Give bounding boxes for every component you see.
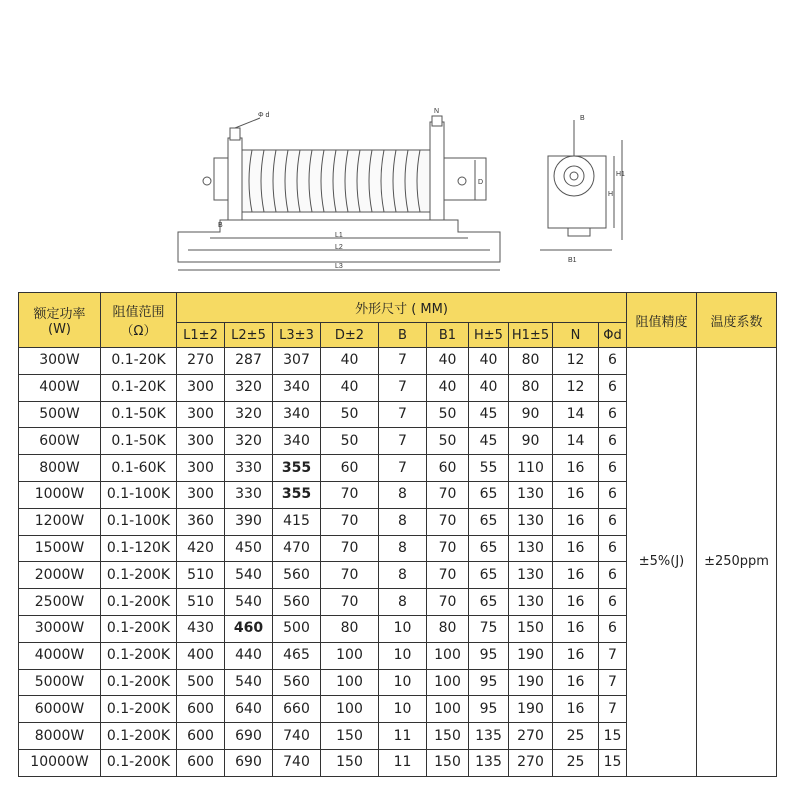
dimension-cell: 6 [599, 535, 627, 562]
range-cell: 0.1-200K [101, 642, 177, 669]
dimension-cell: 360 [177, 508, 225, 535]
power-cell: 6000W [19, 696, 101, 723]
dimension-cell: 7 [379, 428, 427, 455]
dimension-cell: 80 [427, 615, 469, 642]
dimension-cell: 130 [509, 508, 553, 535]
dimension-cell: 307 [273, 348, 321, 375]
dimension-cell: 355 [273, 455, 321, 482]
dimension-cell: 40 [427, 374, 469, 401]
dimension-cell: 90 [509, 401, 553, 428]
dimension-cell: 130 [509, 481, 553, 508]
dimension-cell: 70 [427, 589, 469, 616]
subheader-phi-d: Φd [599, 323, 627, 348]
power-cell: 800W [19, 455, 101, 482]
dimension-cell: 8 [379, 562, 427, 589]
dimension-cell: 65 [469, 535, 509, 562]
dimension-cell: 270 [509, 749, 553, 776]
range-cell: 0.1-200K [101, 589, 177, 616]
dimension-cell: 415 [273, 508, 321, 535]
dimension-cell: 10 [379, 615, 427, 642]
dimension-cell: 150 [509, 615, 553, 642]
dimension-cell: 6 [599, 401, 627, 428]
resistor-dimension-drawing [0, 0, 800, 290]
subheader-n: N [553, 323, 599, 348]
dimension-cell: 40 [321, 374, 379, 401]
dimension-cell: 16 [553, 696, 599, 723]
dimension-cell: 8 [379, 508, 427, 535]
dimension-cell: 65 [469, 481, 509, 508]
dimension-cell: 300 [177, 455, 225, 482]
subheader-h: H±5 [469, 323, 509, 348]
l3-label: L3 [335, 263, 343, 270]
table-row [19, 348, 777, 375]
dimension-cell: 10 [379, 669, 427, 696]
range-cell: 0.1-50K [101, 428, 177, 455]
power-cell: 1500W [19, 535, 101, 562]
dimension-cell: 70 [427, 562, 469, 589]
dimension-cell: 190 [509, 669, 553, 696]
dimension-cell: 400 [177, 642, 225, 669]
dimension-cell: 420 [177, 535, 225, 562]
dimension-cell: 150 [321, 749, 379, 776]
dimension-cell: 640 [225, 696, 273, 723]
dimension-cell: 40 [469, 374, 509, 401]
range-cell: 0.1-60K [101, 455, 177, 482]
dimension-cell: 540 [225, 589, 273, 616]
dimension-cell: 50 [321, 428, 379, 455]
range-cell: 0.1-100K [101, 508, 177, 535]
dimension-cell: 6 [599, 615, 627, 642]
dimension-cell: 300 [177, 428, 225, 455]
dimension-cell: 70 [321, 481, 379, 508]
dimension-cell: 6 [599, 508, 627, 535]
dimension-cell: 6 [599, 455, 627, 482]
dimension-cell: 10 [379, 696, 427, 723]
dimension-cell: 65 [469, 589, 509, 616]
power-cell: 3000W [19, 615, 101, 642]
dimension-cell: 70 [427, 535, 469, 562]
range-cell: 0.1-20K [101, 348, 177, 375]
dimension-cell: 540 [225, 562, 273, 589]
power-cell: 300W [19, 348, 101, 375]
dimension-cell: 150 [427, 749, 469, 776]
dimension-cell: 6 [599, 562, 627, 589]
dimension-cell: 7 [599, 642, 627, 669]
power-cell: 4000W [19, 642, 101, 669]
dimension-cell: 600 [177, 749, 225, 776]
dimension-cell: 135 [469, 749, 509, 776]
range-cell: 0.1-200K [101, 749, 177, 776]
power-cell: 400W [19, 374, 101, 401]
subheader-b1: B1 [427, 323, 469, 348]
dimension-cell: 90 [509, 428, 553, 455]
dimension-cell: 460 [225, 615, 273, 642]
tolerance-value: ±5%(J) [627, 348, 697, 777]
range-cell: 0.1-200K [101, 696, 177, 723]
dimension-cell: 7 [599, 669, 627, 696]
h1-label: H1 [616, 171, 625, 178]
dimension-cell: 190 [509, 642, 553, 669]
dimension-cell: 660 [273, 696, 321, 723]
power-cell: 2000W [19, 562, 101, 589]
dimension-cell: 7 [599, 696, 627, 723]
dimension-cell: 510 [177, 562, 225, 589]
dimension-cell: 11 [379, 749, 427, 776]
dimension-cell: 40 [469, 348, 509, 375]
dimension-cell: 14 [553, 401, 599, 428]
dimension-cell: 70 [321, 589, 379, 616]
dimension-cell: 8 [379, 535, 427, 562]
dimension-cell: 12 [553, 374, 599, 401]
dimension-cell: 510 [177, 589, 225, 616]
dimension-cell: 100 [427, 669, 469, 696]
dimension-cell: 95 [469, 669, 509, 696]
power-cell: 2500W [19, 589, 101, 616]
dimension-cell: 470 [273, 535, 321, 562]
dimension-cell: 450 [225, 535, 273, 562]
dimension-cell: 6 [599, 481, 627, 508]
dimension-cell: 560 [273, 562, 321, 589]
dimension-cell: 100 [427, 642, 469, 669]
dimension-cell: 7 [379, 374, 427, 401]
dimension-cell: 320 [225, 428, 273, 455]
dimension-cell: 430 [177, 615, 225, 642]
dimension-cell: 65 [469, 562, 509, 589]
dimension-cell: 16 [553, 455, 599, 482]
dimension-cell: 60 [427, 455, 469, 482]
b-label-end: B [580, 115, 585, 122]
dimension-cell: 16 [553, 589, 599, 616]
dimension-cell: 16 [553, 481, 599, 508]
subheader-l2: L2±5 [225, 323, 273, 348]
power-header: 额定功率 (W) [19, 293, 101, 348]
range-cell: 0.1-120K [101, 535, 177, 562]
phi-d-label: Φ d [258, 112, 270, 119]
dimension-cell: 60 [321, 455, 379, 482]
dimension-cell: 70 [321, 508, 379, 535]
power-cell: 5000W [19, 669, 101, 696]
dimension-cell: 11 [379, 723, 427, 750]
dimension-cell: 40 [321, 348, 379, 375]
dimension-cell: 300 [177, 401, 225, 428]
range-cell: 0.1-50K [101, 401, 177, 428]
dimension-cell: 130 [509, 589, 553, 616]
tempco-header: 温度系数 [697, 293, 777, 348]
dimension-cell: 12 [553, 348, 599, 375]
dimension-cell: 135 [469, 723, 509, 750]
n-label: N [434, 108, 440, 115]
range-cell: 0.1-100K [101, 481, 177, 508]
range-cell: 0.1-200K [101, 562, 177, 589]
dimension-cell: 340 [273, 374, 321, 401]
dimension-cell: 440 [225, 642, 273, 669]
dimension-cell: 70 [321, 562, 379, 589]
dimension-cell: 100 [321, 696, 379, 723]
dimension-cell: 70 [427, 481, 469, 508]
subheader-h1: H1±5 [509, 323, 553, 348]
dimension-cell: 330 [225, 481, 273, 508]
power-cell: 1000W [19, 481, 101, 508]
dimension-cell: 390 [225, 508, 273, 535]
power-cell: 600W [19, 428, 101, 455]
dimension-cell: 465 [273, 642, 321, 669]
dimension-cell: 110 [509, 455, 553, 482]
range-header: 阻值范围 （Ω） [101, 293, 177, 348]
dimension-cell: 560 [273, 589, 321, 616]
dimension-cell: 600 [177, 723, 225, 750]
dimension-cell: 15 [599, 723, 627, 750]
dimension-cell: 340 [273, 401, 321, 428]
dimension-cell: 16 [553, 615, 599, 642]
dimension-cell: 6 [599, 589, 627, 616]
dimension-cell: 340 [273, 428, 321, 455]
dimension-cell: 80 [321, 615, 379, 642]
dimension-cell: 540 [225, 669, 273, 696]
dimension-cell: 14 [553, 428, 599, 455]
dimension-cell: 65 [469, 508, 509, 535]
dimension-cell: 600 [177, 696, 225, 723]
dimension-cell: 287 [225, 348, 273, 375]
dimension-cell: 100 [427, 696, 469, 723]
dimension-cell: 320 [225, 374, 273, 401]
dimension-cell: 15 [599, 749, 627, 776]
dimension-cell: 6 [599, 374, 627, 401]
range-cell: 0.1-200K [101, 723, 177, 750]
dimension-cell: 50 [427, 401, 469, 428]
d-label: D [478, 179, 484, 186]
b1-label: B1 [568, 257, 577, 264]
l1-label: L1 [335, 232, 343, 239]
dimension-cell: 95 [469, 642, 509, 669]
dimension-cell: 130 [509, 562, 553, 589]
dimension-cell: 16 [553, 562, 599, 589]
dimension-cell: 270 [509, 723, 553, 750]
tolerance-header: 阻值精度 [627, 293, 697, 348]
dimension-cell: 80 [509, 374, 553, 401]
dimension-cell: 740 [273, 749, 321, 776]
dimension-cell: 500 [177, 669, 225, 696]
dimension-cell: 500 [273, 615, 321, 642]
range-cell: 0.1-200K [101, 669, 177, 696]
dimension-cell: 70 [427, 508, 469, 535]
dimension-cell: 130 [509, 535, 553, 562]
dimension-cell: 50 [321, 401, 379, 428]
dimension-cell: 6 [599, 428, 627, 455]
dimension-cell: 16 [553, 669, 599, 696]
range-cell: 0.1-20K [101, 374, 177, 401]
b-label-side: B [218, 222, 223, 229]
dimension-cell: 10 [379, 642, 427, 669]
dimension-cell: 740 [273, 723, 321, 750]
dimension-cell: 75 [469, 615, 509, 642]
dimension-cell: 55 [469, 455, 509, 482]
dimension-cell: 8 [379, 481, 427, 508]
dimension-cell: 7 [379, 401, 427, 428]
dimension-cell: 300 [177, 481, 225, 508]
power-cell: 10000W [19, 749, 101, 776]
dimension-cell: 560 [273, 669, 321, 696]
dimension-cell: 330 [225, 455, 273, 482]
dimension-cell: 690 [225, 749, 273, 776]
dimension-cell: 150 [427, 723, 469, 750]
l2-label: L2 [335, 244, 343, 251]
dimension-cell: 355 [273, 481, 321, 508]
power-cell: 1200W [19, 508, 101, 535]
dimension-cell: 16 [553, 508, 599, 535]
subheader-b: B [379, 323, 427, 348]
dimension-cell: 8 [379, 589, 427, 616]
resistor-spec-table [18, 292, 777, 777]
dimension-cell: 45 [469, 428, 509, 455]
dimension-cell: 300 [177, 374, 225, 401]
h-label: H [608, 191, 614, 198]
dimension-cell: 16 [553, 535, 599, 562]
dimension-cell: 40 [427, 348, 469, 375]
dimension-cell: 6 [599, 348, 627, 375]
dimension-cell: 100 [321, 642, 379, 669]
dimension-cell: 270 [177, 348, 225, 375]
dimension-cell: 7 [379, 455, 427, 482]
power-cell: 8000W [19, 723, 101, 750]
dimension-cell: 320 [225, 401, 273, 428]
tempco-value: ±250ppm [697, 348, 777, 777]
dimension-cell: 25 [553, 723, 599, 750]
dimension-cell: 50 [427, 428, 469, 455]
dimension-cell: 80 [509, 348, 553, 375]
dimension-cell: 190 [509, 696, 553, 723]
subheader-d: D±2 [321, 323, 379, 348]
dimension-cell: 70 [321, 535, 379, 562]
power-cell: 500W [19, 401, 101, 428]
dimension-cell: 150 [321, 723, 379, 750]
dimensions-header: 外形尺寸 ( MM) [177, 293, 627, 323]
dimension-cell: 690 [225, 723, 273, 750]
dimension-cell: 100 [321, 669, 379, 696]
subheader-l1: L1±2 [177, 323, 225, 348]
subheader-l3: L3±3 [273, 323, 321, 348]
range-cell: 0.1-200K [101, 615, 177, 642]
dimension-cell: 95 [469, 696, 509, 723]
dimension-cell: 16 [553, 642, 599, 669]
dimension-cell: 45 [469, 401, 509, 428]
dimension-cell: 7 [379, 348, 427, 375]
dimension-cell: 25 [553, 749, 599, 776]
